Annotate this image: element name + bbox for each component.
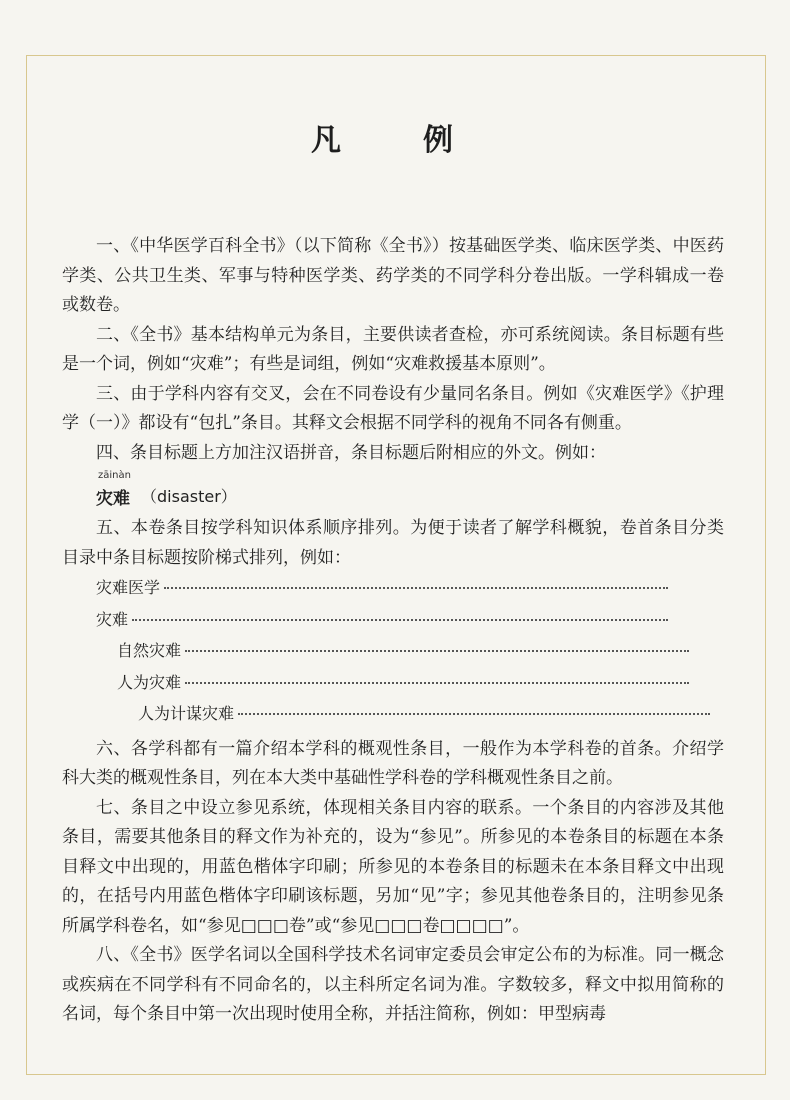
- example-pinyin: zāinàn: [98, 470, 131, 481]
- toc-item-label: 人为灾难: [117, 672, 182, 692]
- toc-item: [62, 575, 668, 607]
- toc-item-label: 人为计谋灾难: [138, 704, 235, 723]
- paragraph-8: 八、《全书》医学名词以全国科学技术名词审定委员会审定公布的为标准。同一概念或疾病在不同学科有不同命名的，以主科所定名词为准。字数较多，释文中拟用简称的名词，每个条目中第一次出现时使用全称，并括注简称，例如：甲型病毒: [62, 945, 724, 1024]
- example-term: [96, 470, 724, 514]
- toc-leader-dots: [238, 713, 710, 715]
- toc-item-label: 自然灾难: [117, 641, 182, 660]
- paragraph-1: 一、《中华医学百科全书》（以下简称《全书》）按基础医学类、临床医学类、中医药学类、公共卫生类、军事与特种医学类、药学类的不同学科分卷出版。一学科辑成一卷或数卷。: [62, 236, 724, 315]
- example-term-title: 灾难: [96, 489, 130, 509]
- toc-example: [62, 575, 724, 733]
- toc-item: [62, 670, 689, 702]
- paragraph-6: 六、各学科都有一篇介绍本学科的概观性条目，一般作为本学科卷的首条。介绍学科大类的概观性条目，列在本大类中基础性学科卷的学科概观性条目之前。: [62, 738, 724, 788]
- toc-item-label: 灾难医学: [96, 578, 161, 597]
- paragraph-7: 七、条目之中设立参见系统，体现相关条目内容的联系。一个条目的内容涉及其他条目，需要其他条目的释文作为补充的，设为“参见”。所参见的本卷条目的标题在本条目释文中出现的，用蓝色楷体字印刷；所参见的本卷条目的标题未在本条目释文中出现的，在括号内用蓝色楷体字印刷该标题，另加“见”字；参见其他卷条目的，注明参见条所属学科卷名，如“参见□□□卷”或“参见□□□卷□□□□”。: [62, 797, 724, 936]
- toc-leader-dots: [185, 682, 689, 684]
- toc-item: [62, 638, 689, 670]
- paragraph-3: 三、由于学科内容有交叉，会在不同卷设有少量同名条目。例如《灾难医学》《护理学（一）》都设有“包扎”条目。其释文会根据不同学科的视角不同各有侧重。: [62, 383, 724, 433]
- example-term-english: （disaster）: [141, 487, 237, 506]
- page-content: [62, 232, 724, 1030]
- toc-leader-dots: [132, 619, 668, 621]
- paragraph-2: 二、《全书》基本结构单元为条目，主要供读者查检，亦可系统阅读。条目标题有些是一个词，例如“灾难”；有些是词组，例如“灾难救援基本原则”。: [62, 324, 724, 374]
- toc-item: [62, 701, 710, 733]
- toc-item: [62, 607, 668, 639]
- paragraph-5: 五、本卷条目按学科知识体系顺序排列。为便于读者了解学科概貌，卷首条目分类目录中条目标题按阶梯式排列，例如：: [62, 518, 724, 568]
- toc-leader-dots: [185, 650, 689, 652]
- toc-item-label: 灾难: [96, 609, 129, 629]
- toc-leader-dots: [164, 587, 668, 589]
- page-title: 凡 例: [311, 123, 479, 158]
- paragraph-4: 四、条目标题上方加注汉语拼音，条目标题后附相应的外文。例如：: [96, 442, 606, 463]
